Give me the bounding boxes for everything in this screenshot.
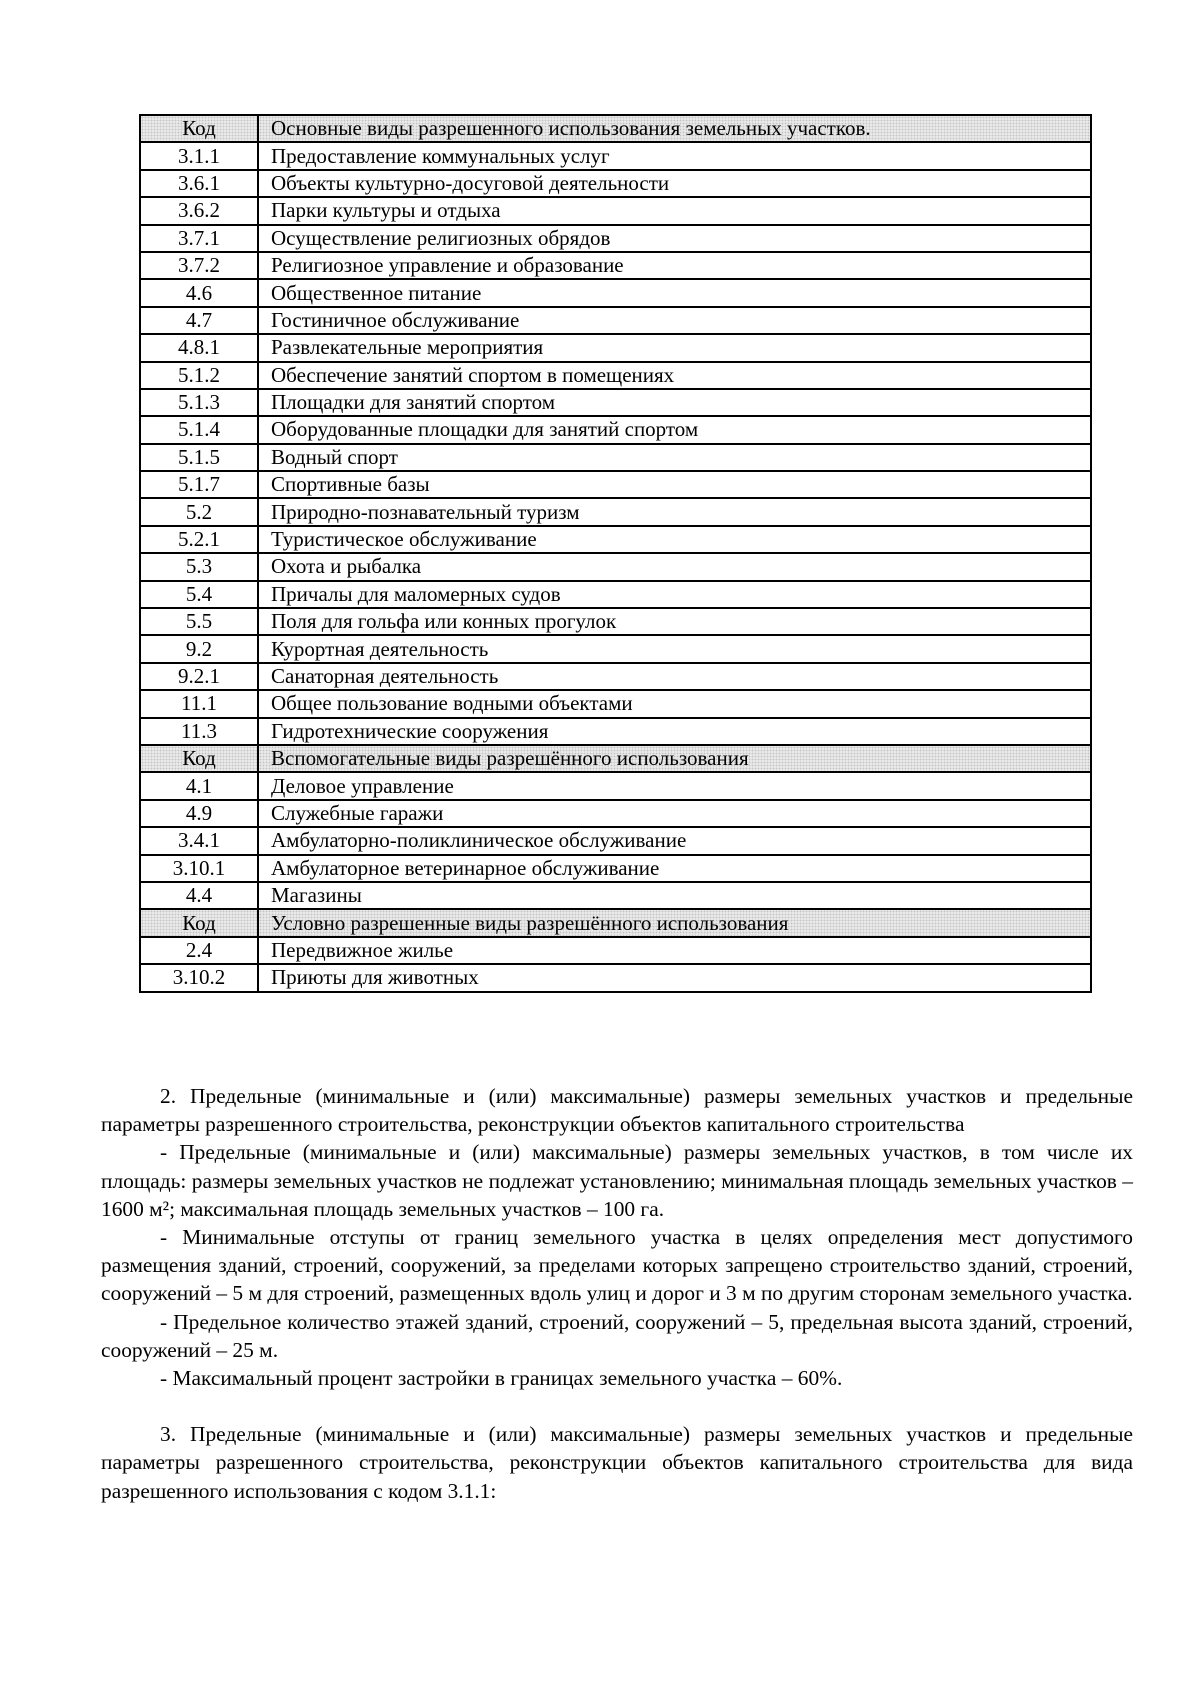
table-row [140,526,1091,553]
use-code-cell: 4.9 [140,800,258,827]
code-column-header: Код [140,745,258,772]
use-name-cell: Общее пользование водными объектами [258,690,1091,717]
use-name-cell: Туристическое обслуживание [258,526,1091,553]
table-row [140,362,1091,389]
table-row [140,498,1091,525]
use-name-cell: Обеспечение занятий спортом в помещениях [258,362,1091,389]
use-code-cell: 3.6.2 [140,197,258,224]
table-row [140,170,1091,197]
use-code-cell: 5.1.4 [140,416,258,443]
use-name-cell: Объекты культурно-досуговой деятельности [258,170,1091,197]
table-row [140,964,1091,991]
use-name-cell: Передвижное жилье [258,937,1091,964]
land-use-table [139,114,1092,993]
table-row [140,307,1091,334]
table-row [140,718,1091,745]
section-title: Основные виды разрешенного использования земельных участков. [258,115,1091,142]
land-use-table-body [140,115,1091,992]
use-code-cell: 3.4.1 [140,827,258,854]
use-name-cell: Охота и рыбалка [258,553,1091,580]
use-code-cell: 3.6.1 [140,170,258,197]
section-header-row [140,115,1091,142]
use-code-cell: 5.4 [140,581,258,608]
use-name-cell: Амбулаторно-поликлиническое обслуживание [258,827,1091,854]
use-code-cell: 4.1 [140,772,258,799]
paragraph-plot-sizes: - Предельные (минимальные и (или) максимальные) размеры земельных участков, в том числе их площадь: размеры земельных участков не подлежат установлению; минимальная площадь земельных участков – 1600 м²; максимальная площадь земельных участков – 100 га. [101,1140,1133,1221]
use-name-cell: Парки культуры и отдыха [258,197,1091,224]
use-name-cell: Амбулаторное ветеринарное обслуживание [258,855,1091,882]
table-row [140,389,1091,416]
use-code-cell: 5.1.2 [140,362,258,389]
use-code-cell: 4.6 [140,279,258,306]
use-name-cell: Санаторная деятельность [258,663,1091,690]
table-row [140,279,1091,306]
table-row [140,334,1091,361]
table-row [140,882,1091,909]
section-title: Условно разрешенные виды разрешённого использования [258,909,1091,936]
table-row [140,197,1091,224]
table-row [140,225,1091,252]
use-name-cell: Осуществление религиозных обрядов [258,225,1091,252]
use-code-cell: 11.1 [140,690,258,717]
use-code-cell: 3.1.1 [140,142,258,169]
use-code-cell: 3.7.2 [140,252,258,279]
use-name-cell: Природно-познавательный туризм [258,498,1091,525]
use-code-cell: 5.3 [140,553,258,580]
use-name-cell: Площадки для занятий спортом [258,389,1091,416]
table-row [140,416,1091,443]
section-header-row [140,745,1091,772]
paragraph-coverage: - Максимальный процент застройки в границах земельного участка – 60%. [160,1366,843,1391]
use-code-cell: 3.7.1 [140,225,258,252]
use-code-cell: 4.7 [140,307,258,334]
section-header-row [140,909,1091,936]
use-name-cell: Поля для гольфа или конных прогулок [258,608,1091,635]
use-name-cell: Предоставление коммунальных услуг [258,142,1091,169]
use-code-cell: 2.4 [140,937,258,964]
table-row [140,827,1091,854]
use-name-cell: Гидротехнические сооружения [258,718,1091,745]
table-row [140,142,1091,169]
table-row [140,937,1091,964]
code-column-header: Код [140,909,258,936]
use-name-cell: Религиозное управление и образование [258,252,1091,279]
table-row [140,471,1091,498]
use-name-cell: Служебные гаражи [258,800,1091,827]
paragraph-floors-height: - Предельное количество этажей зданий, строений, сооружений – 5, предельная высота зданий, строений, сооружений – 25 м. [101,1309,1133,1362]
document-text [101,1082,1133,1505]
use-name-cell: Развлекательные мероприятия [258,334,1091,361]
table-row [140,690,1091,717]
table-row [140,444,1091,471]
use-code-cell: 4.8.1 [140,334,258,361]
use-code-cell: 5.5 [140,608,258,635]
use-code-cell: 11.3 [140,718,258,745]
paragraph-2-heading: 2. Предельные (минимальные и (или) максимальные) размеры земельных участков и предельные параметры разрешенного строительства, реконструкции объектов капитального строительства [101,1084,1133,1137]
table-row [140,252,1091,279]
use-name-cell: Спортивные базы [258,471,1091,498]
use-name-cell: Магазины [258,882,1091,909]
use-code-cell: 3.10.1 [140,855,258,882]
use-name-cell: Курортная деятельность [258,635,1091,662]
use-name-cell: Приюты для животных [258,964,1091,991]
table-row [140,800,1091,827]
use-name-cell: Деловое управление [258,772,1091,799]
section-title: Вспомогательные виды разрешённого использования [258,745,1091,772]
table-row [140,663,1091,690]
code-column-header: Код [140,115,258,142]
use-name-cell: Гостиничное обслуживание [258,307,1091,334]
table-row [140,553,1091,580]
table-row [140,608,1091,635]
paragraph-3-heading: 3. Предельные (минимальные и (или) максимальные) размеры земельных участков и предельные параметры разрешенного строительства, реконструкции объектов капитального строительства для вида разрешенного использования с кодом 3.1.1: [101,1422,1133,1503]
use-code-cell: 9.2.1 [140,663,258,690]
use-code-cell: 5.1.7 [140,471,258,498]
use-code-cell: 4.4 [140,882,258,909]
paragraph-setbacks: - Минимальные отступы от границ земельного участка в целях определения мест допустимого размещения зданий, строений, сооружений, за пределами которых запрещено строительство зданий, строений, сооружений – 5 м для строений, размещенных вдоль улиц и дорог и 3 м по другим сторонам земельного участка. [101,1225,1133,1306]
table-row [140,635,1091,662]
use-code-cell: 5.1.3 [140,389,258,416]
use-code-cell: 5.2 [140,498,258,525]
table-row [140,855,1091,882]
use-code-cell: 5.2.1 [140,526,258,553]
use-code-cell: 3.10.2 [140,964,258,991]
use-name-cell: Общественное питание [258,279,1091,306]
use-code-cell: 9.2 [140,635,258,662]
use-name-cell: Водный спорт [258,444,1091,471]
table-row [140,772,1091,799]
use-name-cell: Оборудованные площадки для занятий спортом [258,416,1091,443]
use-name-cell: Причалы для маломерных судов [258,581,1091,608]
use-code-cell: 5.1.5 [140,444,258,471]
table-row [140,581,1091,608]
